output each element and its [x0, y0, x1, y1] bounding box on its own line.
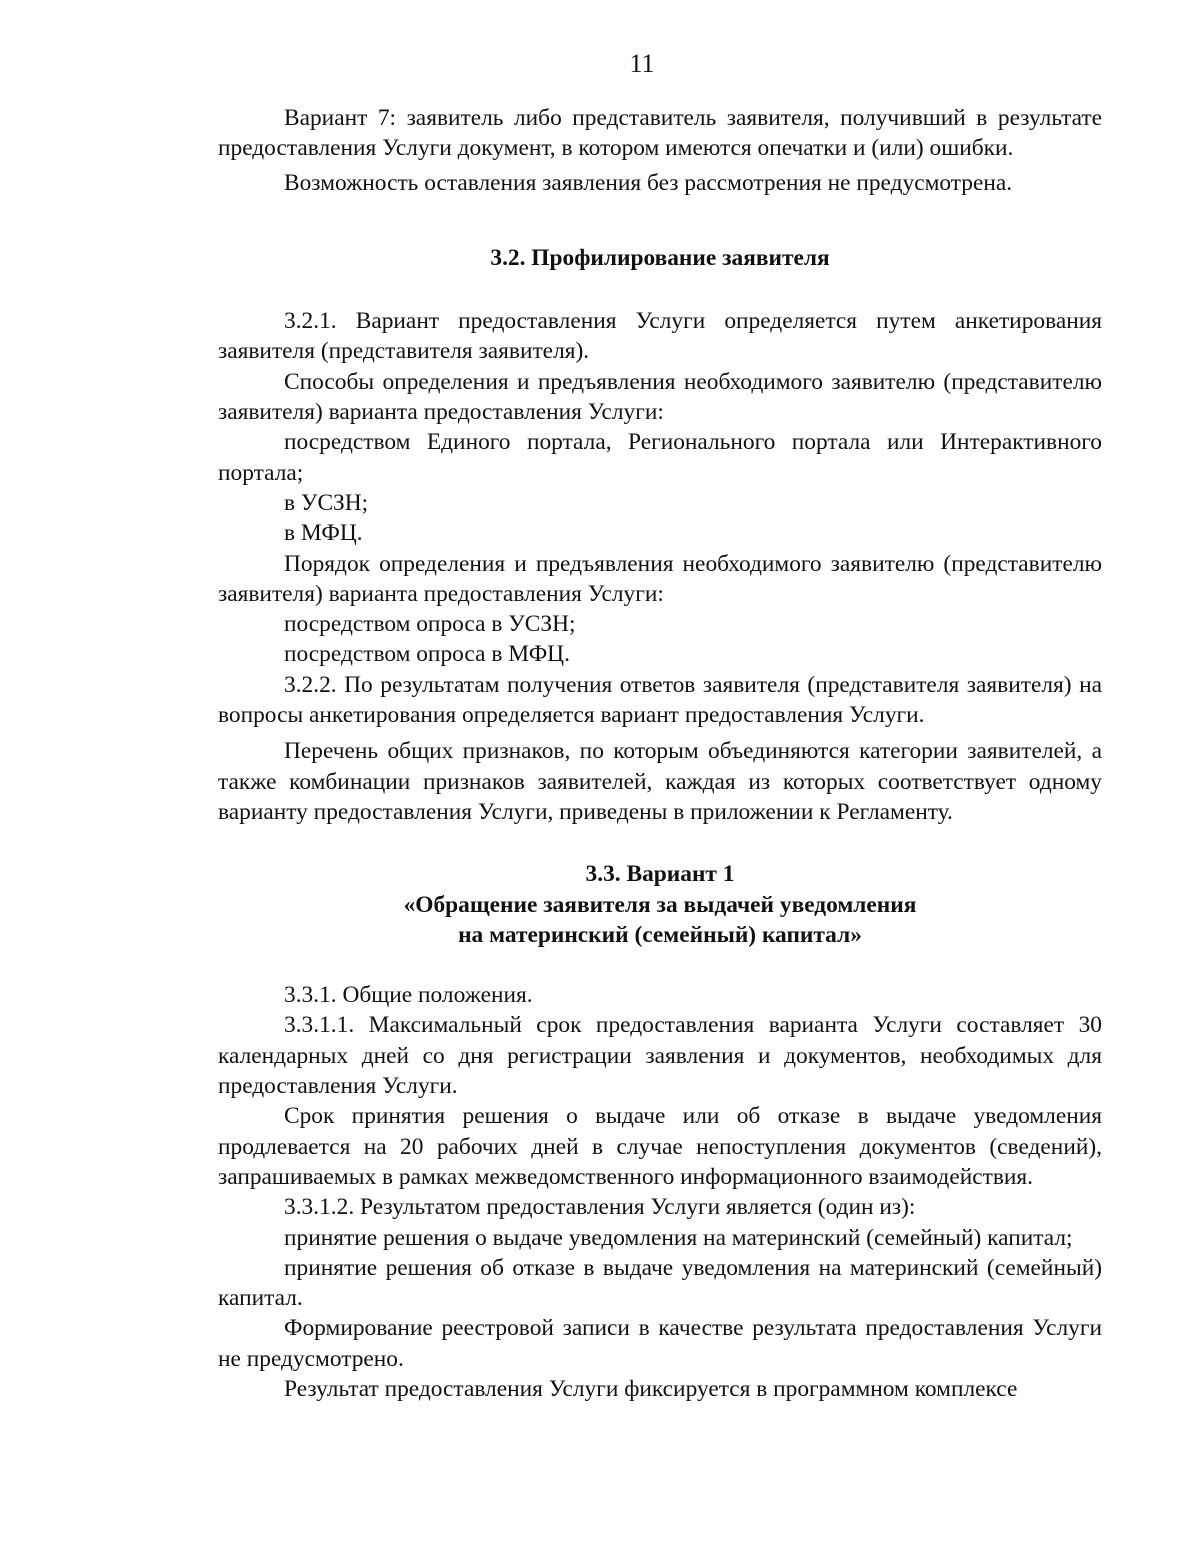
paragraph: Вариант 7: заявитель либо представитель заявителя, получивший в результате предоставления Услуги документ, в котором имеются опечатки и (или) ошибки.: [218, 105, 1102, 162]
paragraph: 3.3.1.2. Результатом предоставления Услуги является (один из):: [284, 1194, 916, 1221]
paragraph: 3.3.1. Общие положения.: [284, 982, 533, 1009]
paragraph: 3.2.1. Вариант предоставления Услуги определяется путем анкетирования заявителя (представителя заявителя).: [218, 308, 1102, 365]
paragraph: в УСЗН;: [284, 489, 369, 516]
paragraph: посредством опроса в УСЗН;: [284, 611, 576, 638]
paragraph: Формирование реестровой записи в качестве результата предоставления Услуги не предусмотрено.: [218, 1315, 1102, 1372]
paragraph: Порядок определения и предъявления необходимого заявителю (представителю заявителя) варианта предоставления Услуги:: [218, 550, 1102, 607]
paragraph: 3.3.1.1. Максимальный срок предоставления варианта Услуги составляет 30 календарных дней со дня регистрации заявления и документов, необходимых для предоставления Услуги.: [218, 1012, 1102, 1100]
paragraph: 3.2.2. По результатам получения ответов заявителя (представителя заявителя) на вопросы анкетирования определяется вариант предоставления Услуги.: [218, 671, 1102, 729]
paragraph: Возможность оставления заявления без рассмотрения не предусмотрена.: [284, 169, 1013, 196]
paragraph: в МФЦ.: [284, 520, 363, 547]
paragraph: Результат предоставления Услуги фиксируется в программном комплексе: [284, 1375, 1018, 1402]
paragraph: Срок принятия решения о выдаче или об отказе в выдаче уведомления продлевается на 20 рабочих дней в случае непоступления документов (сведений), запрашиваемых в рамках межведомственного информационного взаимодействия.: [218, 1103, 1102, 1190]
section-heading-3-2: 3.2. Профилирование заявителя: [490, 244, 830, 271]
paragraph: принятие решения о выдаче уведомления на материнский (семейный) капитал;: [284, 1224, 1073, 1251]
paragraph: принятие решения об отказе в выдаче уведомления на материнский (семейный) капитал.: [218, 1254, 1102, 1312]
page-number: 11: [629, 49, 655, 78]
paragraph: Способы определения и предъявления необходимого заявителю (представителю заявителя) варианта предоставления Услуги:: [218, 368, 1102, 426]
paragraph: посредством опроса в МФЦ.: [284, 641, 570, 668]
paragraph: посредством Единого портала, Регионального портала или Интерактивного портала;: [218, 429, 1102, 486]
paragraph: Перечень общих признаков, по которым объединяются категории заявителей, а также комбинации признаков заявителей, каждая из которых соответствует одному варианту предоставления Услуги, приведены в приложении к Регламенту.: [218, 738, 1102, 825]
section-heading-3-3-subtitle: «Обращение заявителя за выдачей уведомления: [403, 891, 917, 918]
section-heading-3-3: 3.3. Вариант 1: [585, 861, 735, 888]
document-body: [218, 103, 1102, 1404]
section-heading-3-3-subtitle: на материнский (семейный) капитал»: [458, 921, 862, 948]
